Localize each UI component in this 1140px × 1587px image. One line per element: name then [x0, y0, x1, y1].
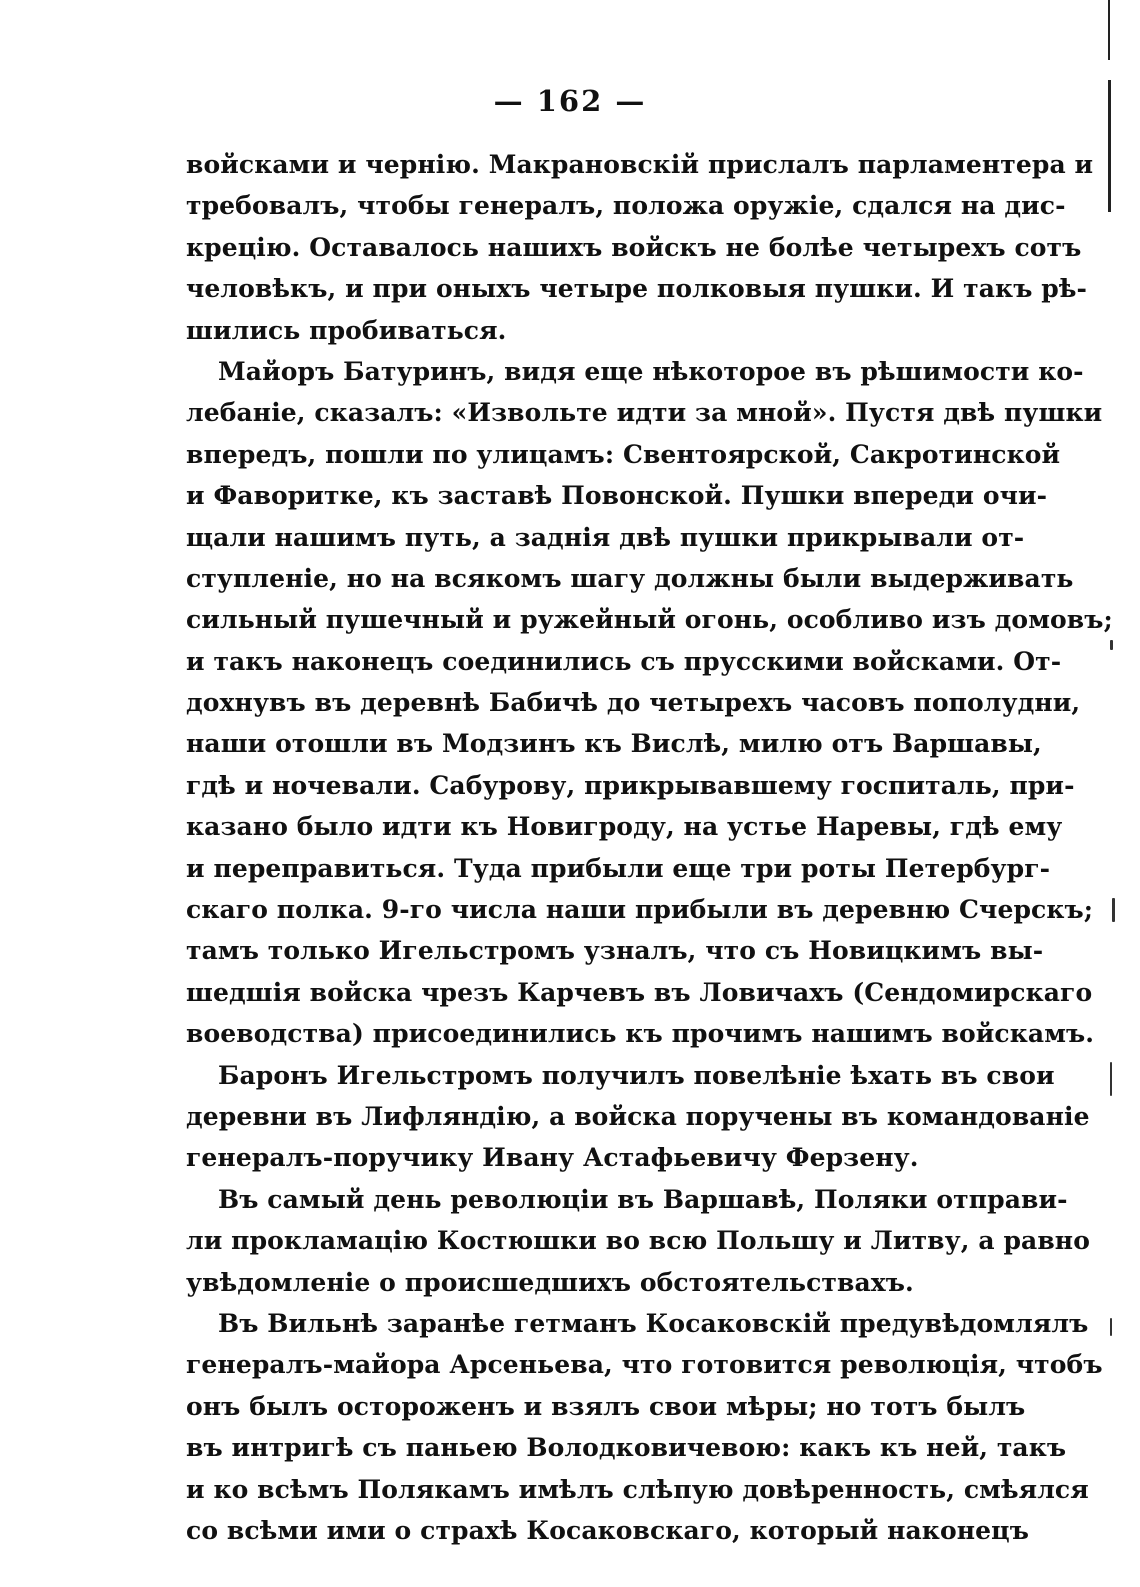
text-line: ли прокламацію Костюшки во всю Польшу и Литву, а равно — [186, 1226, 1090, 1256]
text-line: наши отошли въ Модзинъ къ Вислѣ, милю отъ Варшавы, — [186, 729, 1042, 759]
text-line: щали нашимъ путь, а заднія двѣ пушки прикрывали от- — [186, 522, 1025, 552]
page-edge-mark — [1112, 898, 1115, 922]
text-line: деревни въ Лифляндію, а войска поручены въ командованіе — [186, 1101, 1090, 1131]
text-line: казано было идти къ Новигроду, на устье Наревы, гдѣ ему — [186, 812, 1063, 842]
text-line: воеводства) присоединились къ прочимъ нашимъ войскамъ. — [186, 1019, 1095, 1049]
text-line: сильный пушечный и ружейный огонь, особливо изъ домовъ; — [186, 605, 1113, 635]
text-line: войсками и чернію. Макрановскій прислалъ парламентера и — [186, 150, 1094, 179]
text-line: впередъ, пошли по улицамъ: Свентоярской, Сакротинской — [186, 439, 1061, 469]
text-line: въ интригѣ съ паньею Володковичевою: какъ къ ней, такъ — [186, 1433, 1067, 1463]
paragraph-first-line: Баронъ Игельстромъ получилъ повелѣніе ѣхать въ свои — [218, 1060, 1055, 1090]
text-line: и ко всѣмъ Полякамъ имѣлъ слѣпую довѣренность, смѣялся — [186, 1474, 1089, 1504]
paragraph-first-line: Майоръ Батуринъ, видя еще нѣкоторое въ рѣшимости ко- — [218, 356, 1084, 386]
text-line: и Фаворитке, къ заставѣ Повонской. Пушки впереди очи- — [186, 481, 1048, 511]
body-text — [186, 144, 1113, 1551]
text-line: крецію. Оставалось нашихъ войскъ не болѣе четырехъ сотъ — [186, 232, 1082, 262]
text-line: требовалъ, чтобы генералъ, положа оружіе, сдался на дис- — [186, 191, 1066, 221]
page-edge-mark — [1110, 640, 1113, 650]
text-line: человѣкъ, и при оныхъ четыре полковыя пушки. И такъ рѣ- — [186, 274, 1088, 304]
page-edge-mark — [1110, 1318, 1112, 1336]
text-line: и такъ наконецъ соединились съ прусскими войсками. От- — [186, 646, 1062, 676]
text-line: ступленіе, но на всякомъ шагу должны были выдерживать — [186, 563, 1074, 593]
text-line: и переправиться. Туда прибыли еще три роты Петербург- — [186, 853, 1051, 883]
text-line: шедшія войска чрезъ Карчевъ въ Ловичахъ (Сендомирскаго — [186, 977, 1093, 1007]
text-line: генералъ-поручику Ивану Астафьевичу Ферзену. — [186, 1143, 919, 1173]
text-line: тамъ только Игельстромъ узналъ, что съ Новицкимъ вы- — [186, 936, 1044, 966]
text-line: увѣдомленіе о происшедшихъ обстоятельствахъ. — [186, 1267, 914, 1297]
text-line: генералъ-майора Арсеньева, что готовится революція, чтобъ — [186, 1350, 1103, 1380]
page-edge-mark — [1110, 1062, 1112, 1096]
page-edge-line — [1108, 0, 1110, 60]
paragraph-first-line: Въ Вильнѣ заранѣе гетманъ Косаковскій предувѣдомлялъ — [218, 1308, 1089, 1338]
text-line: со всѣми ими о страхѣ Косаковскаго, который наконецъ — [186, 1515, 1029, 1545]
text-line: дохнувъ въ деревнѣ Бабичѣ до четырехъ часовъ пополудни, — [186, 688, 1081, 718]
text-line: гдѣ и ночевали. Сабурову, прикрывавшему госпиталь, при- — [186, 770, 1075, 800]
text-line: шились пробиваться. — [186, 315, 507, 345]
page-number: — 162 — — [493, 84, 647, 118]
text-line: лебаніе, сказалъ: «Извольте идти за мной». Пустя двѣ пушки — [186, 398, 1103, 428]
text-line: скаго полка. 9-го числа наши прибыли въ деревню Счерскъ; — [186, 895, 1094, 925]
text-line: онъ былъ остороженъ и взялъ свои мѣры; но тотъ былъ — [186, 1391, 1026, 1421]
paragraph-first-line: Въ самый день революціи въ Варшавѣ, Поляки отправи- — [218, 1184, 1068, 1214]
